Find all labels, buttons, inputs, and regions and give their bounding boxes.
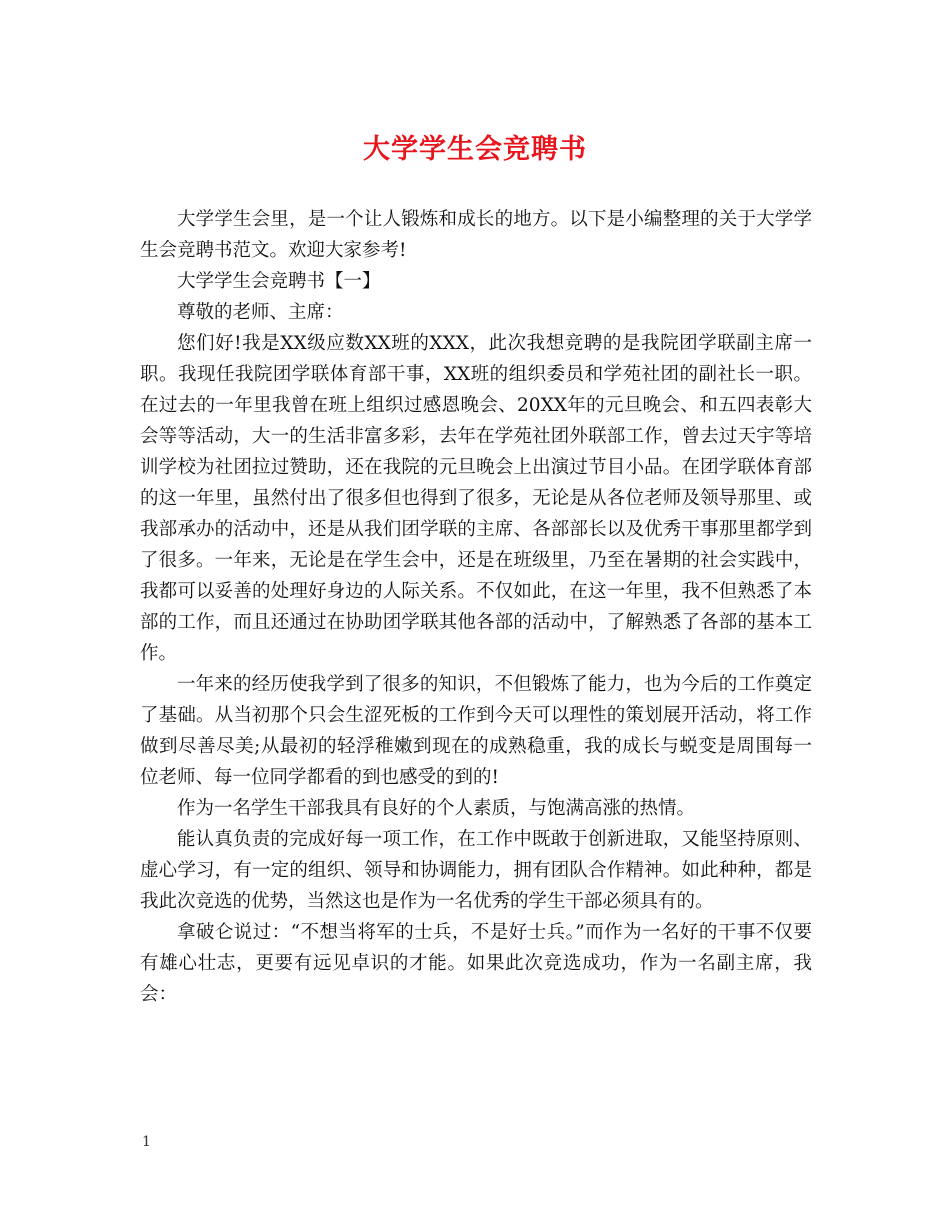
paragraph-section-heading: 大学学生会竞聘书【一】 [177,271,381,292]
paragraph-napoleon-quote: 拿破仑说过：“不想当将军的士兵，不是好士兵。”而作为一名好的干事不仅要有雄心壮志，更要有远见卓识的才能。如果此次竞选成功，作为一名副主席，我会： [140,922,812,1005]
paragraph-qualities: 作为一名学生干部我具有良好的个人素质，与饱满高涨的热情。 [177,798,696,819]
paragraph-intro: 大学学生会里，是一个让人锻炼和成长的地方。以下是小编整理的关于大学学生会竞聘书范文。欢迎大家参考! [140,209,812,261]
paragraph-strengths: 能认真负责的完成好每一项工作，在工作中既敢于创新进取，又能坚持原则、虚心学习，有一定的组织、领导和协调能力，拥有团队合作精神。如此种种，都是我此次竞选的优势，当然这也是作为一名优秀的学生干部必须具有的。 [140,829,812,912]
page-number: 1 [142,1134,151,1150]
paragraph-salutation: 尊敬的老师、主席： [177,302,344,323]
paragraph-experience: 一年来的经历使我学到了很多的知识，不但锻炼了能力，也为今后的工作奠定了基础。从当初那个只会生涩死板的工作到今天可以理性的策划展开活动，将工作做到尽善尽美;从最初的轻浮稚嫩到现在的成熟稳重，我的成长与蜕变是周围每一位老师、每一位同学都看的到也感受的到的! [140,674,812,788]
paragraph-self-introduction: 您们好!我是XX级应数XX班的XXX，此次我想竞聘的是我院团学联副主席一职。我现任我院团学联体育部干事，XX班的组织委员和学苑社团的副社长一职。在过去的一年里我曾在班上组织过感恩晚会、20XX年的元旦晚会、和五四表彰大会等等活动，大一的生活非富多彩，去年在学苑社团外联部工作，曾去过天宇等培训学校为社团拉过赞助，还在我院的元旦晚会上出演过节目小品。在团学联体育部的这一年里，虽然付出了很多但也得到了很多，无论是从各位老师及领导那里、或我部承办的活动中，还是从我们团学联的主席、各部部长以及优秀干事那里都学到了很多。一年来，无论是在学生会中，还是在班级里，乃至在暑期的社会实践中，我都可以妥善的处理好身边的人际关系。不仅如此，在这一年里，我不但熟悉了本部的工作，而且还通过在协助团学联其他各部的活动中，了解熟悉了各部的基本工作。 [140,333,812,664]
document-title: 大学学生会竞聘书 [363,134,587,165]
document-body [140,204,812,1010]
